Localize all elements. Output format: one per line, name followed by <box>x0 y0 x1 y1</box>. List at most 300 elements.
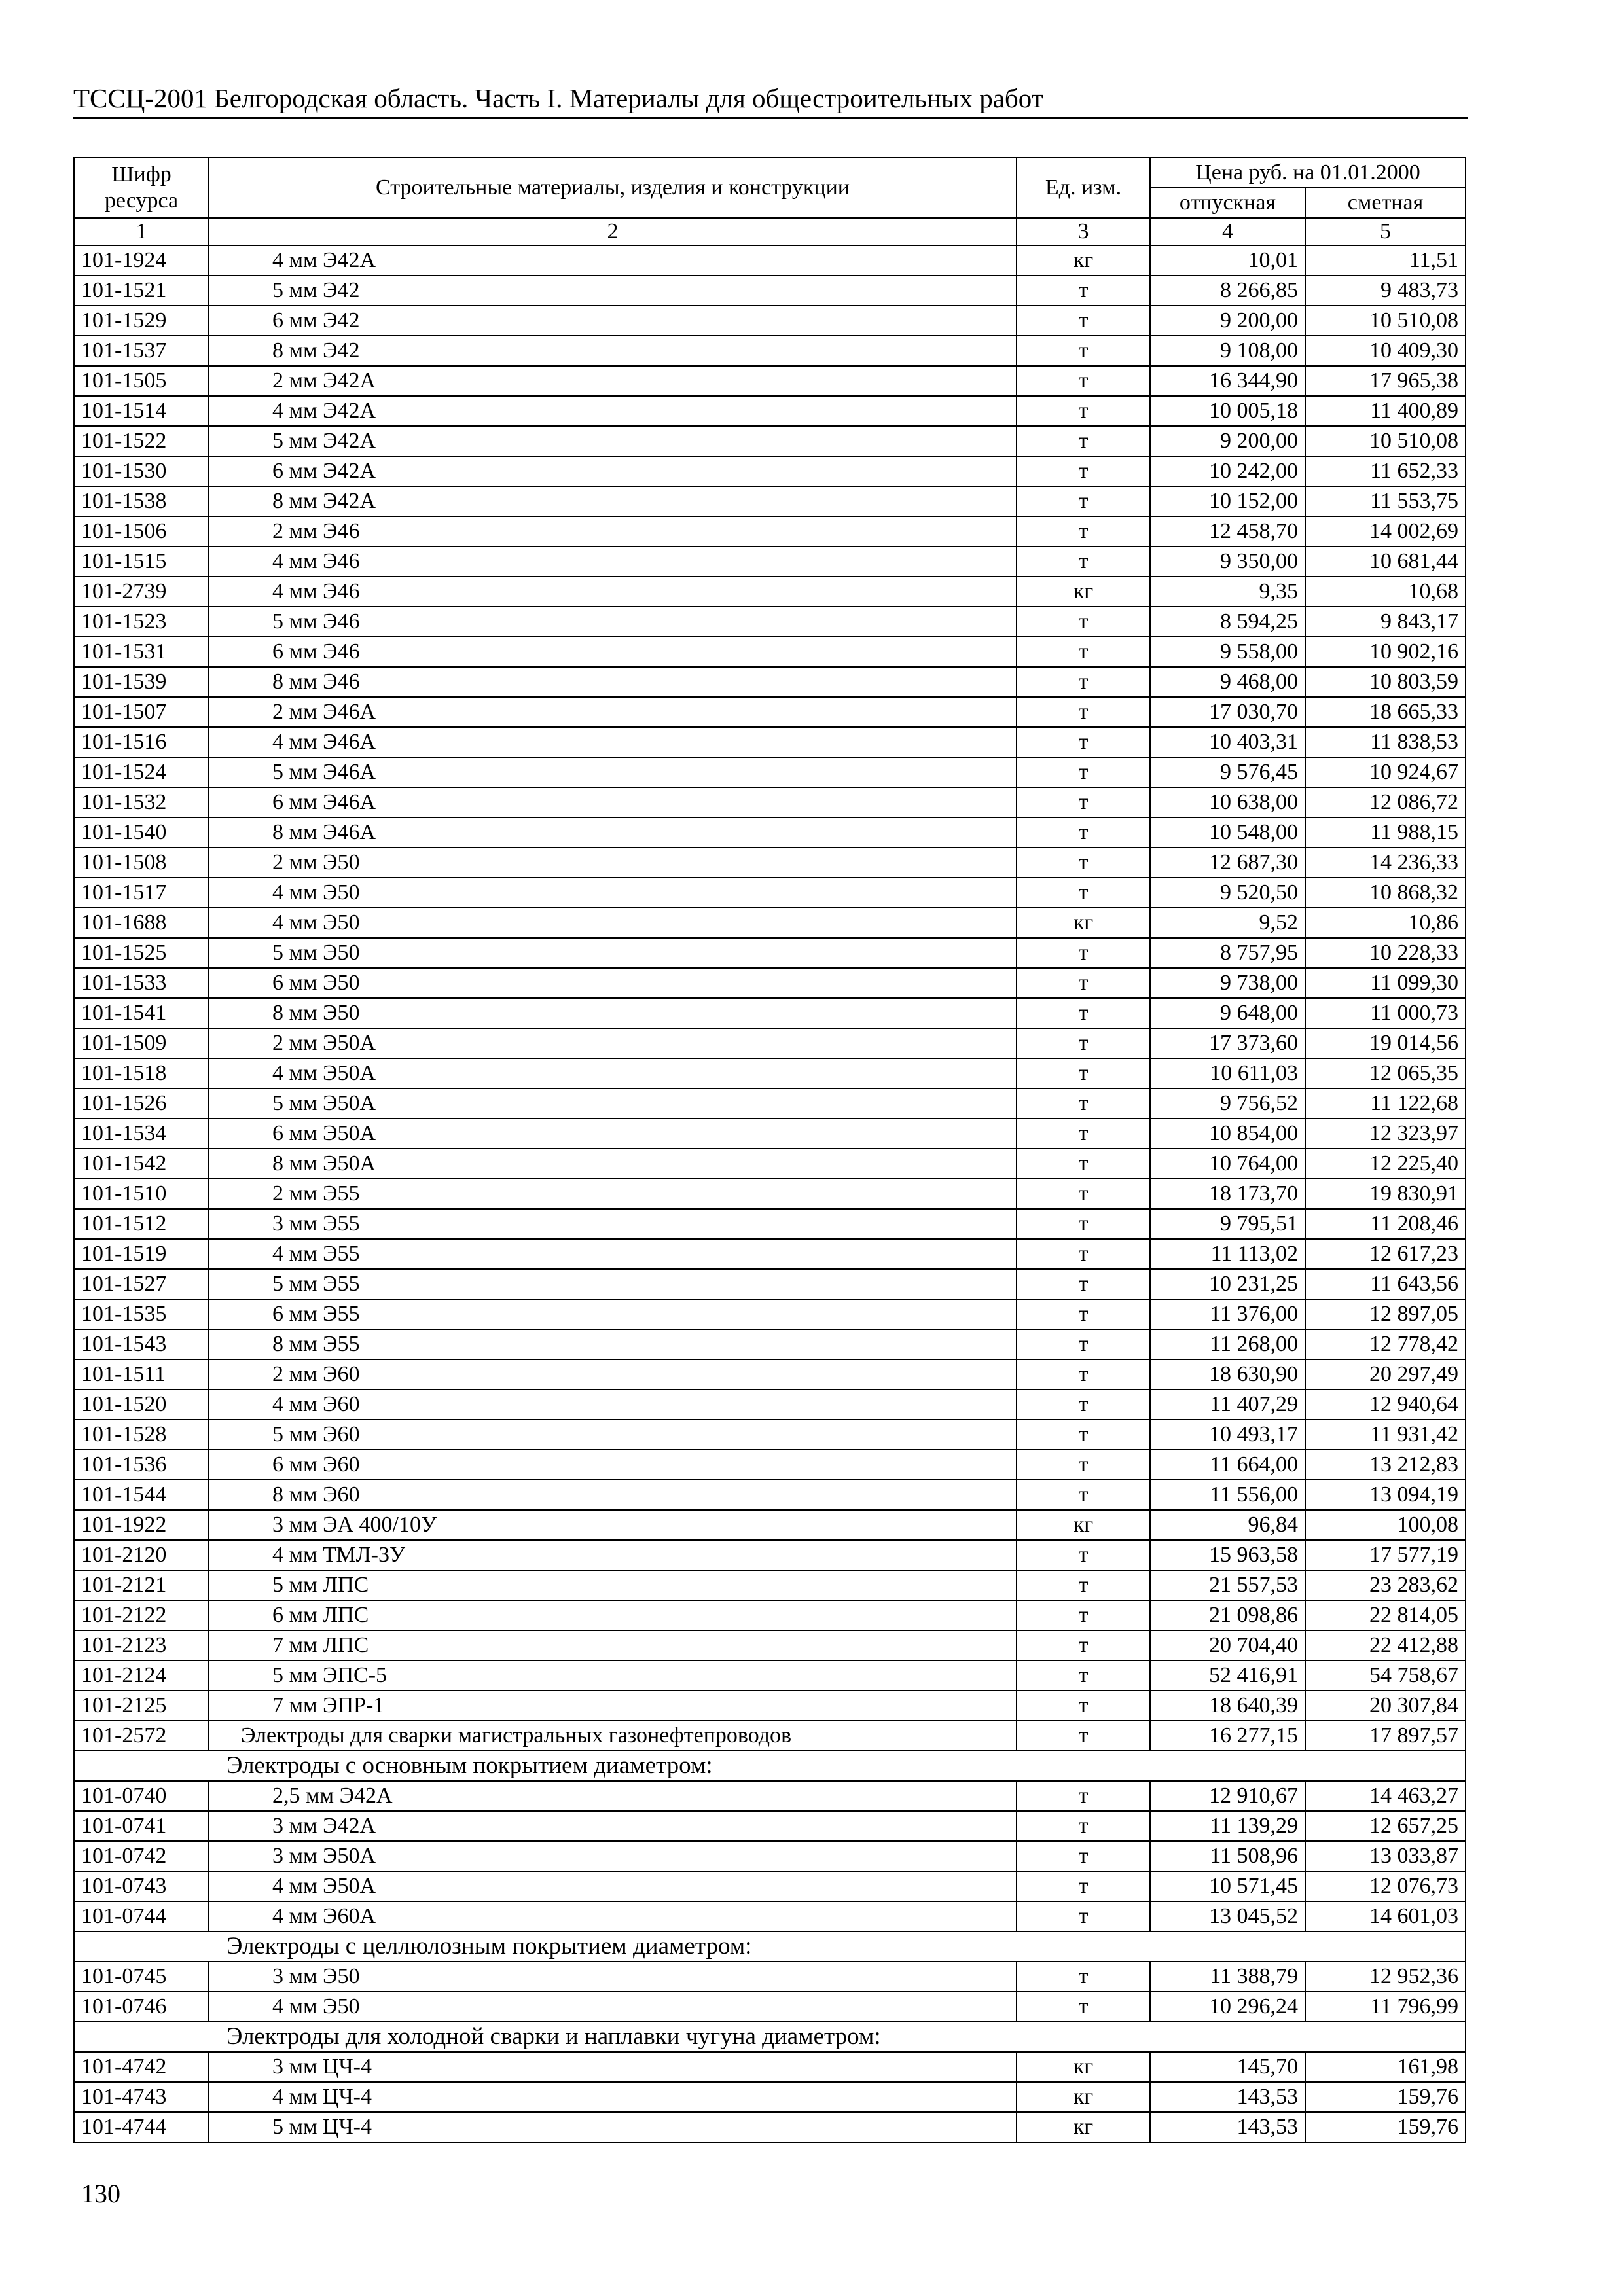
material-name-cell: 6 мм Э46А <box>209 787 1017 817</box>
table-row <box>74 1299 1466 1329</box>
resource-code-cell: 101-1535 <box>74 1299 209 1329</box>
release-price-cell: 9,52 <box>1150 908 1305 938</box>
unit-cell: т <box>1017 938 1150 968</box>
unit-cell: т <box>1017 637 1150 667</box>
resource-code-cell: 101-1515 <box>74 547 209 577</box>
table-row <box>74 336 1466 366</box>
header-estimate-price: сметная <box>1305 188 1466 218</box>
estimate-price-cell: 14 463,27 <box>1305 1781 1466 1811</box>
resource-code-cell: 101-1507 <box>74 697 209 727</box>
resource-code-cell: 101-0743 <box>74 1871 209 1901</box>
material-name-cell: 2 мм Э46А <box>209 697 1017 727</box>
estimate-price-cell: 11 988,15 <box>1305 817 1466 848</box>
table-row <box>74 938 1466 968</box>
resource-code-cell: 101-1518 <box>74 1058 209 1088</box>
table-row <box>74 908 1466 938</box>
table-row <box>74 1871 1466 1901</box>
release-price-cell: 10 296,24 <box>1150 1992 1305 2022</box>
material-name-cell: 2 мм Э46 <box>209 516 1017 547</box>
table-row <box>74 1480 1466 1510</box>
material-name-cell: 3 мм ЭА 400/10У <box>209 1510 1017 1540</box>
table-row <box>74 1149 1466 1179</box>
release-price-cell: 143,53 <box>1150 2082 1305 2112</box>
material-name-cell: 2,5 мм Э42А <box>209 1781 1017 1811</box>
material-name-cell: 4 мм Э46 <box>209 547 1017 577</box>
unit-cell: т <box>1017 1299 1150 1329</box>
estimate-price-cell: 10,86 <box>1305 908 1466 938</box>
resource-code-cell: 101-4742 <box>74 2052 209 2082</box>
material-name-cell: 8 мм Э46А <box>209 817 1017 848</box>
resource-code-cell: 101-1541 <box>74 998 209 1028</box>
estimate-price-cell: 11 796,99 <box>1305 1992 1466 2022</box>
section-heading: Электроды с целлюлозным покрытием диаметром: <box>74 1931 1466 1962</box>
resource-code-cell: 101-1538 <box>74 486 209 516</box>
table-row <box>74 1630 1466 1660</box>
material-name-cell: 6 мм ЛПС <box>209 1600 1017 1630</box>
release-price-cell: 10 231,25 <box>1150 1269 1305 1299</box>
unit-cell: т <box>1017 1721 1150 1751</box>
estimate-price-cell: 11 208,46 <box>1305 1209 1466 1239</box>
estimate-price-cell: 10 510,08 <box>1305 306 1466 336</box>
section-row <box>74 1931 1466 1962</box>
unit-cell: т <box>1017 1239 1150 1269</box>
release-price-cell: 9 108,00 <box>1150 336 1305 366</box>
unit-cell: т <box>1017 607 1150 637</box>
resource-code-cell: 101-1523 <box>74 607 209 637</box>
resource-code-cell: 101-0746 <box>74 1992 209 2022</box>
release-price-cell: 10 548,00 <box>1150 817 1305 848</box>
unit-cell: т <box>1017 396 1150 426</box>
unit-cell: т <box>1017 1600 1150 1630</box>
release-price-cell: 96,84 <box>1150 1510 1305 1540</box>
estimate-price-cell: 12 657,25 <box>1305 1811 1466 1841</box>
resource-code-cell: 101-1527 <box>74 1269 209 1299</box>
price-table <box>73 157 1466 2143</box>
estimate-price-cell: 14 601,03 <box>1305 1901 1466 1931</box>
estimate-price-cell: 22 814,05 <box>1305 1600 1466 1630</box>
resource-code-cell: 101-1506 <box>74 516 209 547</box>
unit-cell: кг <box>1017 2082 1150 2112</box>
release-price-cell: 21 098,86 <box>1150 1600 1305 1630</box>
estimate-price-cell: 159,76 <box>1305 2112 1466 2142</box>
resource-code-cell: 101-1530 <box>74 456 209 486</box>
table-row <box>74 1811 1466 1841</box>
material-name-cell: 2 мм Э60 <box>209 1359 1017 1390</box>
column-number: 1 <box>74 218 209 245</box>
unit-cell: т <box>1017 848 1150 878</box>
material-name-cell: 3 мм Э55 <box>209 1209 1017 1239</box>
unit-cell: т <box>1017 1209 1150 1239</box>
material-name-cell: 6 мм Э50 <box>209 968 1017 998</box>
material-name-cell: 2 мм Э55 <box>209 1179 1017 1209</box>
estimate-price-cell: 19 014,56 <box>1305 1028 1466 1058</box>
table-row <box>74 1269 1466 1299</box>
estimate-price-cell: 13 094,19 <box>1305 1480 1466 1510</box>
table-header <box>74 158 1466 245</box>
table-row <box>74 396 1466 426</box>
resource-code-cell: 101-1543 <box>74 1329 209 1359</box>
material-name-cell: 2 мм Э50 <box>209 848 1017 878</box>
release-price-cell: 9 350,00 <box>1150 547 1305 577</box>
release-price-cell: 9 795,51 <box>1150 1209 1305 1239</box>
resource-code-cell: 101-0741 <box>74 1811 209 1841</box>
release-price-cell: 10 152,00 <box>1150 486 1305 516</box>
material-name-cell: 6 мм Э42А <box>209 456 1017 486</box>
unit-cell: т <box>1017 1329 1150 1359</box>
material-name-cell: 6 мм Э50А <box>209 1119 1017 1149</box>
estimate-price-cell: 11 652,33 <box>1305 456 1466 486</box>
unit-cell: т <box>1017 1359 1150 1390</box>
release-price-cell: 9 558,00 <box>1150 637 1305 667</box>
unit-cell: т <box>1017 998 1150 1028</box>
unit-cell: т <box>1017 1871 1150 1901</box>
release-price-cell: 17 030,70 <box>1150 697 1305 727</box>
table-row <box>74 1540 1466 1570</box>
release-price-cell: 9 576,45 <box>1150 757 1305 787</box>
material-name-cell: 4 мм ТМЛ-3У <box>209 1540 1017 1570</box>
resource-code-cell: 101-1505 <box>74 366 209 396</box>
resource-code-cell: 101-2120 <box>74 1540 209 1570</box>
estimate-price-cell: 10 868,32 <box>1305 878 1466 908</box>
estimate-price-cell: 17 897,57 <box>1305 1721 1466 1751</box>
table-row <box>74 637 1466 667</box>
release-price-cell: 8 266,85 <box>1150 276 1305 306</box>
unit-cell: т <box>1017 1630 1150 1660</box>
unit-cell: т <box>1017 1660 1150 1691</box>
material-name-cell: 3 мм ЦЧ-4 <box>209 2052 1017 2082</box>
table-row <box>74 848 1466 878</box>
estimate-price-cell: 9 843,17 <box>1305 607 1466 637</box>
table-row <box>74 607 1466 637</box>
estimate-price-cell: 13 212,83 <box>1305 1450 1466 1480</box>
material-name-cell: 3 мм Э50А <box>209 1841 1017 1871</box>
material-name-cell: 4 мм Э46А <box>209 727 1017 757</box>
resource-code-cell: 101-2123 <box>74 1630 209 1660</box>
unit-cell: кг <box>1017 577 1150 607</box>
resource-code-cell: 101-2572 <box>74 1721 209 1751</box>
estimate-price-cell: 17 965,38 <box>1305 366 1466 396</box>
resource-code-cell: 101-1532 <box>74 787 209 817</box>
material-name-cell: 5 мм Э46 <box>209 607 1017 637</box>
unit-cell: т <box>1017 456 1150 486</box>
resource-code-cell: 101-1522 <box>74 426 209 456</box>
resource-code-cell: 101-1519 <box>74 1239 209 1269</box>
table-row <box>74 1119 1466 1149</box>
unit-cell: т <box>1017 1691 1150 1721</box>
estimate-price-cell: 11,51 <box>1305 245 1466 276</box>
unit-cell: т <box>1017 1811 1150 1841</box>
resource-code-cell: 101-1508 <box>74 848 209 878</box>
unit-cell: т <box>1017 1480 1150 1510</box>
table-row <box>74 1841 1466 1871</box>
table-row <box>74 486 1466 516</box>
estimate-price-cell: 12 952,36 <box>1305 1962 1466 1992</box>
release-price-cell: 16 344,90 <box>1150 366 1305 396</box>
release-price-cell: 10 242,00 <box>1150 456 1305 486</box>
release-price-cell: 13 045,52 <box>1150 1901 1305 1931</box>
unit-cell: т <box>1017 1390 1150 1420</box>
material-name-cell: 5 мм Э42 <box>209 276 1017 306</box>
estimate-price-cell: 12 778,42 <box>1305 1329 1466 1359</box>
column-number: 5 <box>1305 218 1466 245</box>
release-price-cell: 10 611,03 <box>1150 1058 1305 1088</box>
table-row <box>74 1992 1466 2022</box>
release-price-cell: 11 388,79 <box>1150 1962 1305 1992</box>
table-row <box>74 667 1466 697</box>
release-price-cell: 10,01 <box>1150 245 1305 276</box>
estimate-price-cell: 22 412,88 <box>1305 1630 1466 1660</box>
release-price-cell: 11 376,00 <box>1150 1299 1305 1329</box>
release-price-cell: 18 640,39 <box>1150 1691 1305 1721</box>
table-row <box>74 2052 1466 2082</box>
resource-code-cell: 101-1524 <box>74 757 209 787</box>
release-price-cell: 12 458,70 <box>1150 516 1305 547</box>
material-name-cell: 5 мм Э60 <box>209 1420 1017 1450</box>
resource-code-cell: 101-1525 <box>74 938 209 968</box>
estimate-price-cell: 11 643,56 <box>1305 1269 1466 1299</box>
resource-code-cell: 101-1514 <box>74 396 209 426</box>
table-row <box>74 1359 1466 1390</box>
estimate-price-cell: 12 897,05 <box>1305 1299 1466 1329</box>
header-divider <box>73 117 1468 119</box>
material-name-cell: 5 мм Э46А <box>209 757 1017 787</box>
unit-cell: т <box>1017 697 1150 727</box>
table-row <box>74 306 1466 336</box>
material-name-cell: 4 мм Э55 <box>209 1239 1017 1269</box>
unit-cell: т <box>1017 968 1150 998</box>
unit-cell: т <box>1017 1901 1150 1931</box>
release-price-cell: 10 638,00 <box>1150 787 1305 817</box>
unit-cell: т <box>1017 366 1150 396</box>
resource-code-cell: 101-4744 <box>74 2112 209 2142</box>
material-name-cell: 5 мм Э50 <box>209 938 1017 968</box>
material-name-cell: 8 мм Э46 <box>209 667 1017 697</box>
resource-code-cell: 101-1537 <box>74 336 209 366</box>
estimate-price-cell: 10 924,67 <box>1305 757 1466 787</box>
release-price-cell: 12 910,67 <box>1150 1781 1305 1811</box>
table-row <box>74 1028 1466 1058</box>
column-number: 3 <box>1017 218 1150 245</box>
resource-code-cell: 101-0742 <box>74 1841 209 1871</box>
unit-cell: т <box>1017 547 1150 577</box>
estimate-price-cell: 10 902,16 <box>1305 637 1466 667</box>
unit-cell: т <box>1017 426 1150 456</box>
table-row <box>74 516 1466 547</box>
unit-cell: кг <box>1017 2112 1150 2142</box>
column-number: 4 <box>1150 218 1305 245</box>
resource-code-cell: 101-2739 <box>74 577 209 607</box>
material-name-cell: 8 мм Э42А <box>209 486 1017 516</box>
release-price-cell: 10 764,00 <box>1150 1149 1305 1179</box>
estimate-price-cell: 10,68 <box>1305 577 1466 607</box>
release-price-cell: 10 493,17 <box>1150 1420 1305 1450</box>
unit-cell: т <box>1017 787 1150 817</box>
resource-code-cell: 101-1517 <box>74 878 209 908</box>
estimate-price-cell: 11 122,68 <box>1305 1088 1466 1119</box>
material-name-cell: 4 мм Э46 <box>209 577 1017 607</box>
estimate-price-cell: 12 076,73 <box>1305 1871 1466 1901</box>
table-row <box>74 1600 1466 1630</box>
table-row <box>74 456 1466 486</box>
unit-cell: т <box>1017 1088 1150 1119</box>
table-body <box>74 245 1466 2142</box>
resource-code-cell: 101-1512 <box>74 1209 209 1239</box>
release-price-cell: 145,70 <box>1150 2052 1305 2082</box>
resource-code-cell: 101-1528 <box>74 1420 209 1450</box>
table-row <box>74 2112 1466 2142</box>
table-row <box>74 1691 1466 1721</box>
release-price-cell: 11 407,29 <box>1150 1390 1305 1420</box>
estimate-price-cell: 18 665,33 <box>1305 697 1466 727</box>
estimate-price-cell: 10 681,44 <box>1305 547 1466 577</box>
column-number: 2 <box>209 218 1017 245</box>
table-row <box>74 1450 1466 1480</box>
resource-code-cell: 101-2122 <box>74 1600 209 1630</box>
unit-cell: т <box>1017 1841 1150 1871</box>
unit-cell: т <box>1017 306 1150 336</box>
release-price-cell: 9,35 <box>1150 577 1305 607</box>
estimate-price-cell: 11 553,75 <box>1305 486 1466 516</box>
table-row <box>74 1721 1466 1751</box>
material-name-cell: 4 мм Э50 <box>209 878 1017 908</box>
material-name-cell: 4 мм Э60 <box>209 1390 1017 1420</box>
release-price-cell: 11 664,00 <box>1150 1450 1305 1480</box>
resource-code-cell: 101-1542 <box>74 1149 209 1179</box>
release-price-cell: 11 268,00 <box>1150 1329 1305 1359</box>
header-unit: Ед. изм. <box>1017 158 1150 218</box>
material-name-cell: 2 мм Э50А <box>209 1028 1017 1058</box>
resource-code-cell: 101-1544 <box>74 1480 209 1510</box>
release-price-cell: 21 557,53 <box>1150 1570 1305 1600</box>
material-name-cell: 3 мм Э42А <box>209 1811 1017 1841</box>
page-number: 130 <box>81 2179 120 2208</box>
unit-cell: т <box>1017 1149 1150 1179</box>
unit-cell: т <box>1017 486 1150 516</box>
release-price-cell: 18 630,90 <box>1150 1359 1305 1390</box>
unit-cell: т <box>1017 276 1150 306</box>
resource-code-cell: 101-1509 <box>74 1028 209 1058</box>
resource-code-cell: 101-1922 <box>74 1510 209 1540</box>
unit-cell: т <box>1017 1269 1150 1299</box>
material-name-cell: 6 мм Э55 <box>209 1299 1017 1329</box>
release-price-cell: 9 756,52 <box>1150 1088 1305 1119</box>
unit-cell: т <box>1017 817 1150 848</box>
table-row <box>74 968 1466 998</box>
release-price-cell: 18 173,70 <box>1150 1179 1305 1209</box>
table-row <box>74 577 1466 607</box>
estimate-price-cell: 100,08 <box>1305 1510 1466 1540</box>
unit-cell: т <box>1017 727 1150 757</box>
resource-code-cell: 101-1516 <box>74 727 209 757</box>
release-price-cell: 10 854,00 <box>1150 1119 1305 1149</box>
release-price-cell: 9 520,50 <box>1150 878 1305 908</box>
resource-code-cell: 101-1536 <box>74 1450 209 1480</box>
estimate-price-cell: 10 228,33 <box>1305 938 1466 968</box>
resource-code-cell: 101-1510 <box>74 1179 209 1209</box>
material-name-cell: 5 мм ЛПС <box>209 1570 1017 1600</box>
release-price-cell: 10 571,45 <box>1150 1871 1305 1901</box>
unit-cell: кг <box>1017 245 1150 276</box>
material-name-cell: 8 мм Э50А <box>209 1149 1017 1179</box>
unit-cell: кг <box>1017 1510 1150 1540</box>
material-name-cell: 5 мм Э50А <box>209 1088 1017 1119</box>
release-price-cell: 20 704,40 <box>1150 1630 1305 1660</box>
estimate-price-cell: 19 830,91 <box>1305 1179 1466 1209</box>
estimate-price-cell: 12 065,35 <box>1305 1058 1466 1088</box>
unit-cell: т <box>1017 1179 1150 1209</box>
release-price-cell: 143,53 <box>1150 2112 1305 2142</box>
estimate-price-cell: 11 099,30 <box>1305 968 1466 998</box>
resource-code-cell: 101-1511 <box>74 1359 209 1390</box>
table-row <box>74 547 1466 577</box>
resource-code-cell: 101-1531 <box>74 637 209 667</box>
estimate-price-cell: 11 838,53 <box>1305 727 1466 757</box>
table-row <box>74 787 1466 817</box>
material-name-cell: 4 мм Э60А <box>209 1901 1017 1931</box>
estimate-price-cell: 54 758,67 <box>1305 1660 1466 1691</box>
release-price-cell: 8 594,25 <box>1150 607 1305 637</box>
header-code: Шифр ресурса <box>74 158 209 218</box>
unit-cell: т <box>1017 1119 1150 1149</box>
material-name-cell: 6 мм Э42 <box>209 306 1017 336</box>
release-price-cell: 16 277,15 <box>1150 1721 1305 1751</box>
material-name-cell: 6 мм Э46 <box>209 637 1017 667</box>
release-price-cell: 9 468,00 <box>1150 667 1305 697</box>
estimate-price-cell: 10 409,30 <box>1305 336 1466 366</box>
table-row <box>74 1660 1466 1691</box>
table-row <box>74 2082 1466 2112</box>
page-header-title: ТССЦ-2001 Белгородская область. Часть I. Материалы для общестроительных работ <box>73 83 1043 113</box>
unit-cell: т <box>1017 667 1150 697</box>
table-row <box>74 727 1466 757</box>
resource-code-cell: 101-1924 <box>74 245 209 276</box>
unit-cell: кг <box>1017 908 1150 938</box>
release-price-cell: 15 963,58 <box>1150 1540 1305 1570</box>
table-row <box>74 1209 1466 1239</box>
material-name-cell: 5 мм Э42А <box>209 426 1017 456</box>
unit-cell: т <box>1017 1420 1150 1450</box>
table-row <box>74 426 1466 456</box>
table-row <box>74 1179 1466 1209</box>
release-price-cell: 52 416,91 <box>1150 1660 1305 1691</box>
table-row <box>74 1570 1466 1600</box>
table-row <box>74 817 1466 848</box>
unit-cell: т <box>1017 1962 1150 1992</box>
release-price-cell: 11 508,96 <box>1150 1841 1305 1871</box>
estimate-price-cell: 10 510,08 <box>1305 426 1466 456</box>
material-name-cell: 8 мм Э50 <box>209 998 1017 1028</box>
material-name-cell: 5 мм ЦЧ-4 <box>209 2112 1017 2142</box>
table-row <box>74 878 1466 908</box>
unit-cell: т <box>1017 1058 1150 1088</box>
resource-code-cell: 101-1533 <box>74 968 209 998</box>
unit-cell: т <box>1017 1781 1150 1811</box>
material-name-cell: 8 мм Э42 <box>209 336 1017 366</box>
release-price-cell: 11 139,29 <box>1150 1811 1305 1841</box>
table-row <box>74 1329 1466 1359</box>
resource-code-cell: 101-1520 <box>74 1390 209 1420</box>
release-price-cell: 10 005,18 <box>1150 396 1305 426</box>
estimate-price-cell: 161,98 <box>1305 2052 1466 2082</box>
unit-cell: т <box>1017 1028 1150 1058</box>
estimate-price-cell: 12 617,23 <box>1305 1239 1466 1269</box>
unit-cell: кг <box>1017 2052 1150 2082</box>
table-row <box>74 245 1466 276</box>
table-row <box>74 366 1466 396</box>
material-name-cell: 5 мм ЭПС-5 <box>209 1660 1017 1691</box>
material-name-cell: 2 мм Э42А <box>209 366 1017 396</box>
estimate-price-cell: 12 086,72 <box>1305 787 1466 817</box>
